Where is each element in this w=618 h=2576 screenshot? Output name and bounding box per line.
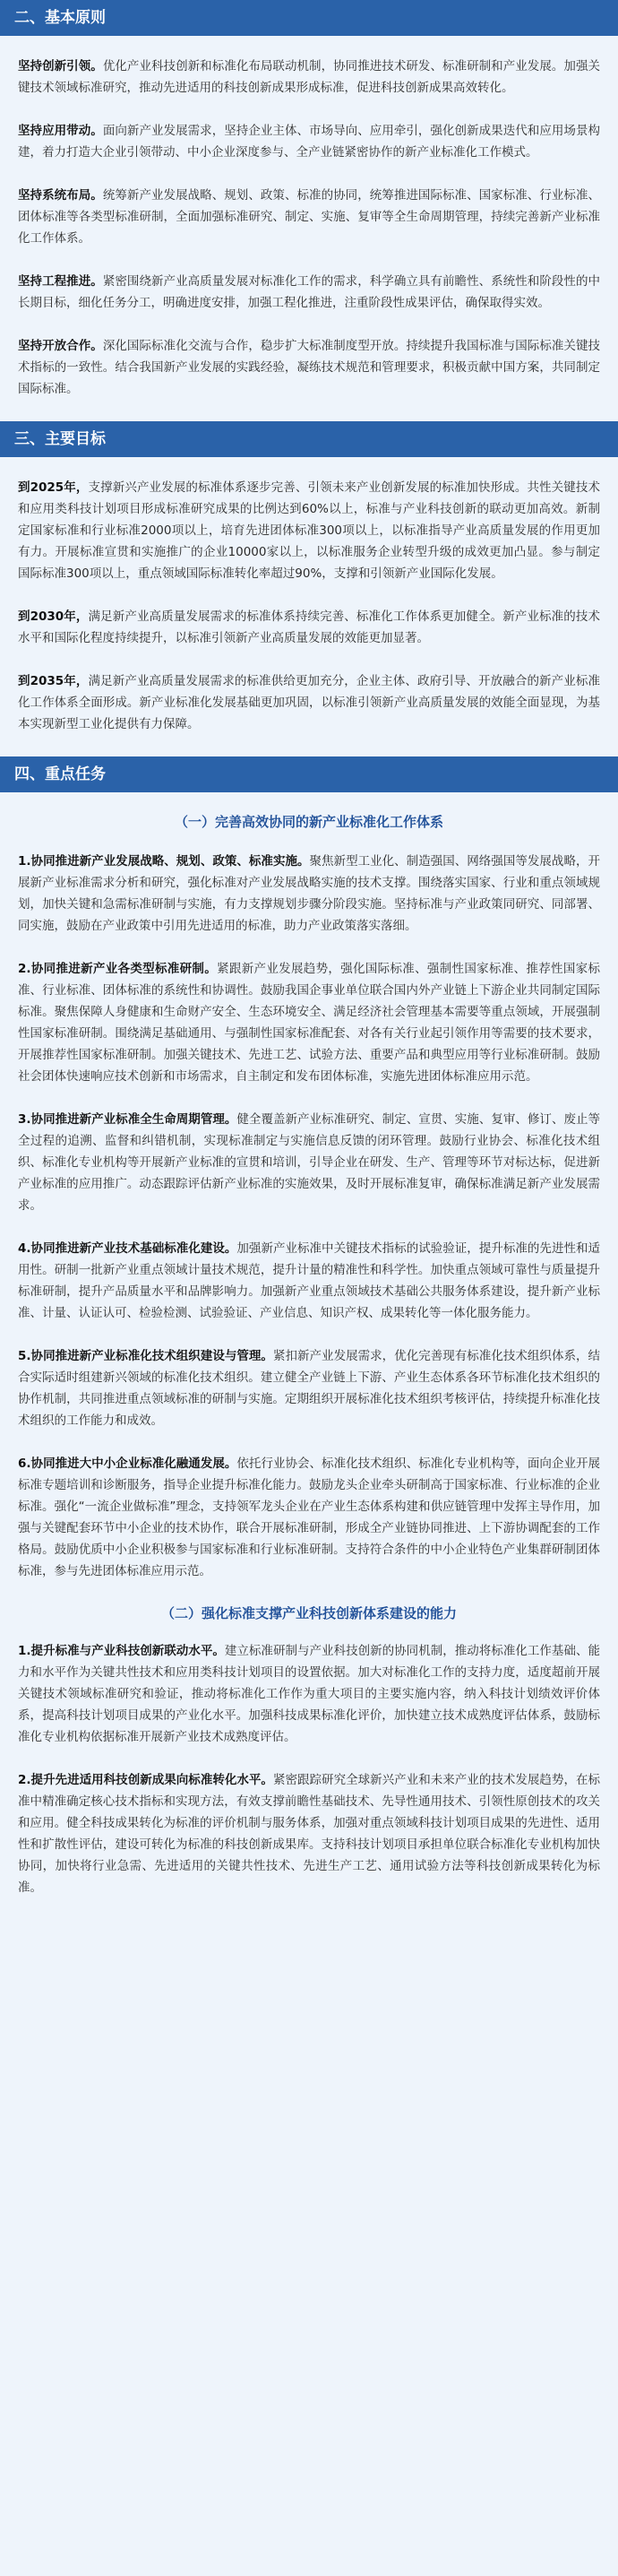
paragraph	[18, 477, 600, 584]
paragraph	[18, 958, 600, 1087]
paragraph-lead: 2.提升先进适用科技创新成果向标准转化水平。	[18, 1773, 273, 1787]
paragraph	[18, 120, 600, 163]
paragraph-lead: 坚持工程推进。	[18, 274, 103, 289]
paragraph-lead: 到2030年，	[18, 609, 89, 624]
section	[14, 756, 601, 1898]
paragraph	[18, 185, 600, 249]
paragraph-lead: 3.协同推进新产业标准全生命周期管理。	[18, 1112, 237, 1127]
paragraph-lead: 1.提升标准与产业科技创新联动水平。	[18, 1644, 225, 1658]
section-header: 二、基本原则	[0, 0, 618, 36]
paragraph-lead: 5.协同推进新产业标准化技术组织建设与管理。	[18, 1349, 273, 1363]
paragraph-lead: 2.协同推进新产业各类型标准研制。	[18, 962, 218, 976]
section-header: 四、重点任务	[0, 756, 618, 792]
paragraph-lead: 坚持开放合作。	[18, 339, 103, 353]
paragraph	[18, 56, 600, 99]
section	[14, 0, 601, 400]
paragraph-text: 统筹新产业发展战略、规划、政策、标准的协同，统筹推进国际标准、国家标准、行业标准、团体标准等各类型标准研制，全面加强标准研究、制定、实施、复审等全生命周期管理，持续完善新产业标准化工作体系。	[18, 188, 601, 246]
paragraph-text: 建立标准研制与产业科技创新的协同机制，推动将标准化工作基础、能力和水平作为关键共性技术和应用类科技计划项目的设置依据。加大对标准化工作的支持力度，适度超前开展关键技术领域标准研究和验证，推动将标准化工作作为重大项目的主要实施内容，纳入科技计划绩效评价体系，提高科技计划项目成果的产业化水平。加强科技成果标准化评价，加快建立技术成熟度评估体系，鼓励标准化专业机构依据标准开展新产业技术成熟度评估。	[18, 1644, 600, 1744]
paragraph-text: 依托行业协会、标准化技术组织、标准化专业机构等，面向企业开展标准专题培训和诊断服务，指导企业提升标准化能力。鼓励龙头企业牵头研制高于国家标准、行业标准的企业标准。强化“一流企业做标准”理念，支持领军龙头企业在产业生态体系构建和供应链管理中发挥主导作用，加强与关键配套环节中小企业的技术协作，联合开展标准研制，形成全产业链协同推进、上下游协调配套的工作格局。鼓励优质中小企业积极参与国家标准和行业标准研制。支持符合条件的中小企业特色产业集群研制团体标准，参与先进团体标准应用示范。	[18, 1457, 601, 1578]
paragraph-lead: 坚持系统布局。	[18, 188, 103, 203]
paragraph	[18, 851, 600, 937]
paragraph-text: 紧跟新产业发展趋势，强化国际标准、强制性国家标准、推荐性国家标准、行业标准、团体标准的系统性和协调性。鼓励我国企事业单位联合国内外产业链上下游企业共同制定国际标准。聚焦保障人身健康和生命财产安全、生态环境安全、满足经济社会管理基本需要等重点领域，开展强制性国家标准研制。围绕满足基础通用、与强制性国家标准配套、对各有关行业起引领作用等需要的技术要求，开展推荐性国家标准研制。加强关键技术、先进工艺、试验方法、重要产品和典型应用等行业标准研制。鼓励社会团体快速响应技术创新和市场需求，自主制定和发布团体标准，实施先进团体标准应用示范。	[18, 962, 600, 1084]
paragraph-text: 紧扣新产业发展需求，优化完善现有标准化技术组织体系，结合实际适时组建新兴领域的标准化技术组织。建立健全产业链上下游、产业生态体系各环节标准化技术组织的协作机制，共同推进重点领域标准的研制与实施。定期组织开展标准化技术组织考核评估，持续提升标准化技术组织的工作能力和成效。	[18, 1349, 601, 1428]
paragraph-text: 满足新产业高质量发展需求的标准供给更加充分，企业主体、政府引导、开放融合的新产业标准化工作体系全面形成。新产业标准化发展基础更加巩固，以标准引领新产业高质量发展的效能全面显现，为基本实现新型工业化提供有力保障。	[18, 674, 600, 731]
paragraph-text: 聚焦新型工业化、制造强国、网络强国等发展战略，开展新产业标准需求分析和研究，强化标准对产业发展战略实施的技术支撑。围绕落实国家、行业和重点领域规划，加快关键和急需标准研制与实施，有力支撑规划步骤分阶段实施。坚持标准与产业政策同研究、同部署、同实施，鼓励在产业政策中引用先进适用的标准，助力产业政策落实落细。	[18, 854, 600, 933]
paragraph	[18, 1640, 600, 1748]
paragraph-text: 支撑新兴产业发展的标准体系逐步完善、引领未来产业创新发展的标准加快形成。共性关键技术和应用类科技计划项目形成标准研究成果的比例达到60%以上，标准与产业科技创新的联动更加高效。新制定国家标准和行业标准2000项以上，培育先进团体标准300项以上，以标准指导产业高质量发展的作用更加有力。开展标准宣贯和实施推广的企业10000家以上，以标准服务企业转型升级的成效更加凸显。参与制定国际标准300项以上，重点领域国际标准转化率超过90%，支撑和引领新产业国际化发展。	[18, 480, 600, 581]
paragraph-lead: 1.协同推进新产业发展战略、规划、政策、标准实施。	[18, 854, 310, 869]
subsection-header: （二）强化标准支撑产业科技创新体系建设的能力	[160, 1605, 457, 1621]
paragraph	[18, 606, 600, 649]
paragraph	[18, 271, 600, 314]
paragraph	[18, 1345, 600, 1431]
paragraph	[18, 670, 600, 735]
paragraph	[18, 1769, 600, 1898]
paragraph-lead: 坚持创新引领。	[18, 59, 103, 73]
paragraph-text: 满足新产业高质量发展需求的标准体系持续完善、标准化工作体系更加健全。新产业标准的技术水平和国际化程度持续提升，以标准引领新产业高质量发展的效能更加显著。	[18, 609, 600, 645]
paragraph-lead: 4.协同推进新产业技术基础标准化建设。	[18, 1241, 237, 1256]
section-header: 三、主要目标	[0, 421, 618, 457]
paragraph-text: 紧密围绕新产业高质量发展对标准化工作的需求，科学确立具有前瞻性、系统性和阶段性的中长期目标，细化任务分工，明确进度安排，加强工程化推进，注重阶段性成果评估，确保取得实效。	[18, 274, 601, 310]
paragraph-lead: 坚持应用带动。	[18, 124, 103, 138]
paragraph-text: 健全覆盖新产业标准研究、制定、宣贯、实施、复审、修订、废止等全过程的追溯、监督和纠错机制，实现标准制定与实施信息反馈的闭环管理。鼓励行业协会、标准化技术组织、标准化专业机构等开展新产业标准的宣贯和培训，引导企业在研发、生产、管理等环节对标达标，促进新产业标准的应用推广。动态跟踪评估新产业标准的实施效果，及时开展标准复审，确保标准满足新产业发展需求。	[18, 1112, 601, 1213]
paragraph	[18, 1238, 600, 1324]
paragraph-lead: 6.协同推进大中小企业标准化融通发展。	[18, 1457, 237, 1471]
paragraph-lead: 到2035年，	[18, 674, 89, 688]
paragraph-text: 面向新产业发展需求，坚持企业主体、市场导向、应用牵引，强化创新成果迭代和应用场景构建，着力打造大企业引领带动、中小企业深度参与、全产业链紧密协作的新产业标准化工作模式。	[18, 124, 601, 160]
subsection-header: （一）完善高效协同的新产业标准化工作体系	[174, 814, 443, 830]
paragraph-text: 紧密跟踪研究全球新兴产业和未来产业的技术发展趋势，在标准中精准确定核心技术指标和实现方法，有效支撑前瞻性基础技术、先导性通用技术、引领性原创技术的攻关和应用。健全科技成果转化为标准的评价机制与服务体系，加强对重点领域科技计划项目成果的先进性、适用性和扩散性评估，建设可转化为标准的科技创新成果库。支持科技计划项目承担单位联合标准化专业机构加快协同，加快将行业急需、先进适用的关键共性技术、先进生产工艺、通用试验方法等科技创新成果转化为标准。	[18, 1773, 601, 1895]
paragraph	[18, 335, 600, 400]
paragraph-text: 优化产业科技创新和标准化布局联动机制，协同推进技术研发、标准研制和产业发展。加强关键技术领域标准研究，推动先进适用的科技创新成果形成标准，促进科技创新成果高效转化。	[18, 59, 601, 95]
paragraph-text: 深化国际标准化交流与合作，稳步扩大标准制度型开放。持续提升我国标准与国际标准关键技术指标的一致性。结合我国新产业发展的实践经验，凝练技术规范和管理要求，积极贡献中国方案，共同制定国际标准。	[18, 339, 601, 396]
paragraph	[18, 1109, 600, 1216]
section	[14, 421, 600, 735]
paragraph-text: 加强新产业标准中关键技术指标的试验验证，提升标准的先进性和适用性。研制一批新产业重点领域计量技术规范，提升计量的精准性和科学性。加快重点领域可靠性与质量提升标准研制，提升产品质量水平和品牌影响力。加强新产业重点领域技术基础公共服务体系建设，提升新产业标准、计量、认证认可、检验检测、试验验证、产业信息、知识产权、成果转化等一体化服务能力。	[18, 1241, 601, 1320]
paragraph-lead: 到2025年，	[18, 480, 89, 495]
paragraph	[18, 1453, 600, 1582]
